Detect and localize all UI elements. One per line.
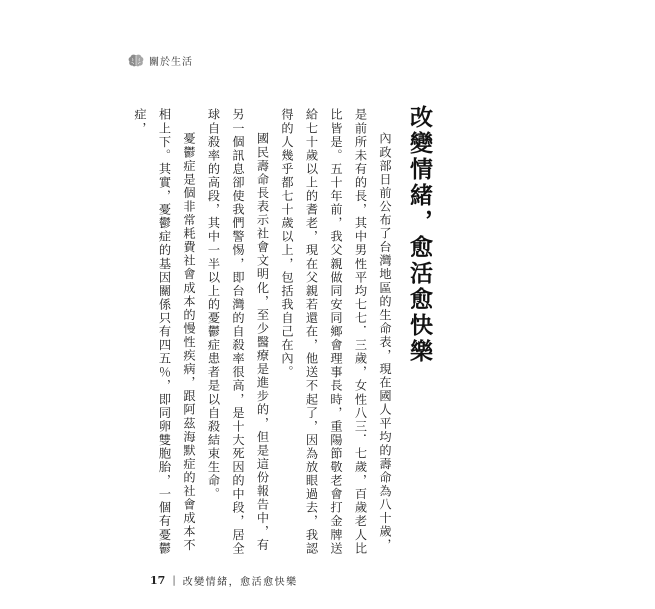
running-title: 改變情緒，愈活愈快樂 (182, 577, 298, 588)
brain-icon (128, 54, 144, 67)
page-header (128, 52, 193, 68)
paragraph: 內政部日前公布了台灣地區的生命表，現在國人平均的壽命為八十歲，是前所未有的長，其中男性平均七七．三歲，女性八三．七歲，百歲老人比比皆是。五十年前，我父親做同安同鄉會理事長時，重陽節敬老會打金牌送給七十歲以上的耆老，現在父親若還在，他送不起了，因為放眼過去，我認得的人幾乎都七十歲以上，包括我自己在內。 (280, 108, 392, 556)
paragraph: 憂鬱症是個非常耗費社會成本的慢性疾病，跟阿茲海默症的社會成本不相上下。其實，憂鬱症的基因關係只有四五％，即同卵雙胞胎，一個有憂鬱症， (133, 108, 196, 556)
chapter-title: 改變情緒，愈活愈快樂 (406, 105, 433, 365)
footer-separator: | (172, 575, 176, 586)
page-number: 17 (150, 574, 166, 587)
article-body (133, 108, 397, 556)
page-footer (150, 573, 298, 588)
paragraph: 國民壽命長表示社會文明化，至少醫療是進步的，但是這份報告中，有另一個訊息卻使我們警惕，即台灣的自殺率很高，是十大死因的中段，居全球自殺率的高段，其中一半以上的憂鬱症患者是以自殺結束生命。 (206, 108, 270, 556)
section-name: 關於生活 (149, 56, 193, 68)
